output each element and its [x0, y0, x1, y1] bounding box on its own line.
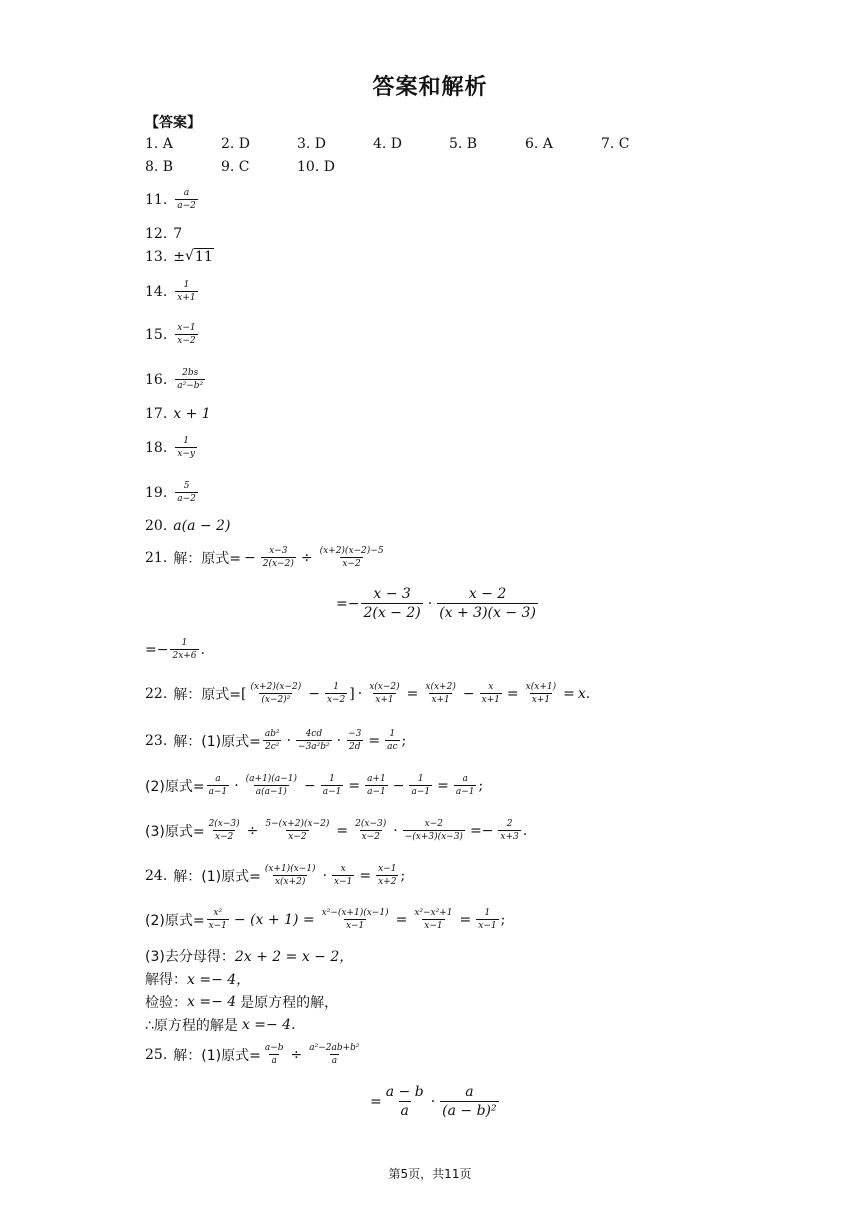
solution-22: 22. 解：原式= [ $\frac{(x+2)(x-2)}{\text{(x−2)²}}$ − $\frac{1}{x-2}$ ] · $\frac{x(x-2)}{x+1}$ = $\frac{x(x+2)}{x+1}$ − $\frac{x}{x+1}$ = $\frac{x(x+1)}{x+1}$ = x.	[145, 682, 591, 706]
answer-20: 20. a(a − 2)	[145, 518, 231, 534]
fraction: $\frac{1}{x+1}$	[177, 280, 196, 304]
answer-14: 14. $\frac{1}{x+1}$	[145, 280, 196, 304]
answer-16: 16. $\frac{2bs}{\text{a²−b²}}$	[145, 368, 204, 392]
solution-23-part-3: (3)原式= $\frac{2(x-3)}{x-2}$ ÷ $\frac{5-(x+2)(x-2)}{x-2}$ = $\frac{2(x-3)}{x-2}$ · $\frac{x-2}{-(x+3)(x-3)}$ =− $\frac{2}{x+3}$ .	[145, 819, 528, 843]
solution-21-line-3: =− $\frac{1}{2x+6}$ .	[145, 638, 205, 662]
fraction: $\frac{5}{a-2}$	[177, 481, 196, 505]
answer-13: 13. ± √ 11	[145, 248, 213, 265]
mc-answer: 2. D	[221, 136, 251, 152]
mc-answers-row-1	[145, 136, 677, 152]
mc-answer: 5. B	[449, 136, 478, 152]
mc-answer: 3. D	[297, 136, 327, 152]
solution-23-part-1: 23. 解：(1)原式= $\frac{\text{ab²}}{\text{2c²}}$ · $\frac{4cd}{\text{−3a²b²}}$ · $\frac{-3}{2d}$ = $\frac{1}{ac}$ ;	[145, 729, 407, 753]
solution-24-part-3d: ∴原方程的解是 x =− 4.	[145, 1017, 296, 1034]
mc-answers-row-2	[145, 159, 373, 175]
mc-answer: 4. D	[373, 136, 403, 152]
solution-25-line-2: = $\frac{a - b}{a}$ · $\frac{a}{\text{(a − b)²}}$	[370, 1084, 497, 1120]
mc-answer: 8. B	[145, 159, 174, 175]
solution-21-line-1: 21. 解：原式= − $\frac{x-3}{2(x-2)}$ ÷ $\frac{(x+2)(x-2)-5}{x-2}$	[145, 546, 384, 570]
fraction: $\frac{a}{a-2}$	[177, 188, 196, 212]
solution-21-line-2: =− $\frac{x - 3}{2(x - 2)}$ · $\frac{x - 2}{(x + 3)(x - 3)}$	[336, 586, 536, 622]
answer-18: 18. $\frac{1}{x-y}$	[145, 436, 195, 460]
solution-23-part-2: (2)原式= $\frac{a}{a-1}$ · $\frac{(a+1)(a-1)}{a(a-1)}$ − $\frac{1}{a-1}$ = $\frac{a+1}{a-1}$ − $\frac{1}{a-1}$ = $\frac{a}{a-1}$ ;	[145, 774, 484, 798]
solution-24-part-3b: 解得： x =− 4，	[145, 972, 251, 988]
solution-24-part-1: 24. 解：(1)原式= $\frac{(x+1)(x-1)}{x(x+2)}$ · $\frac{x}{x-1}$ = $\frac{x-1}{x+2}$ ;	[145, 864, 406, 888]
mc-answer: 1. A	[145, 136, 173, 152]
answer-11	[145, 188, 200, 212]
fraction: $\frac{x-1}{x-2}$	[177, 323, 196, 347]
mc-answer: 6. A	[525, 136, 553, 152]
fraction: $\frac{1}{x-y}$	[177, 436, 195, 460]
mc-answer: 10. D	[297, 159, 335, 175]
answer-17: 17. x + 1	[145, 406, 211, 422]
answer-12: 12. 7	[145, 226, 183, 242]
solution-24-part-3a: (3)去分母得： 2x + 2 = x − 2，	[145, 949, 354, 965]
answer-19: 19. $\frac{5}{a-2}$	[145, 481, 196, 505]
answer-heading: 【答案】	[145, 115, 201, 131]
mc-answer: 7. C	[601, 136, 630, 152]
sqrt-symbol: √ 11	[185, 248, 213, 265]
page-footer: 第5页，共11页	[388, 1167, 472, 1181]
solution-24-part-3c: 检验： x =− 4 是原方程的解，	[145, 994, 339, 1011]
fraction: $\frac{2bs}{\text{a²−b²}}$	[177, 368, 204, 392]
answer-15: 15. $\frac{x-1}{x-2}$	[145, 323, 196, 347]
mc-answer: 9. C	[221, 159, 250, 175]
solution-25-line-1: 25. 解：(1)原式= $\frac{a-b}{a}$ ÷ $\frac{\text{a²−2ab+b²}}{a}$	[145, 1043, 360, 1067]
item-number: 11.	[145, 191, 168, 208]
page-title: 答案和解析	[372, 75, 488, 100]
solution-24-part-2: (2)原式= $\frac{\text{x²}}{x-1}$ − (x + 1) = $\frac{\text{x²−(x+1)(x−1)}}{x-1}$ = $\frac{\text{x²−x²+1}}{x-1}$ = $\frac{1}{x-1}$ ;	[145, 908, 506, 932]
